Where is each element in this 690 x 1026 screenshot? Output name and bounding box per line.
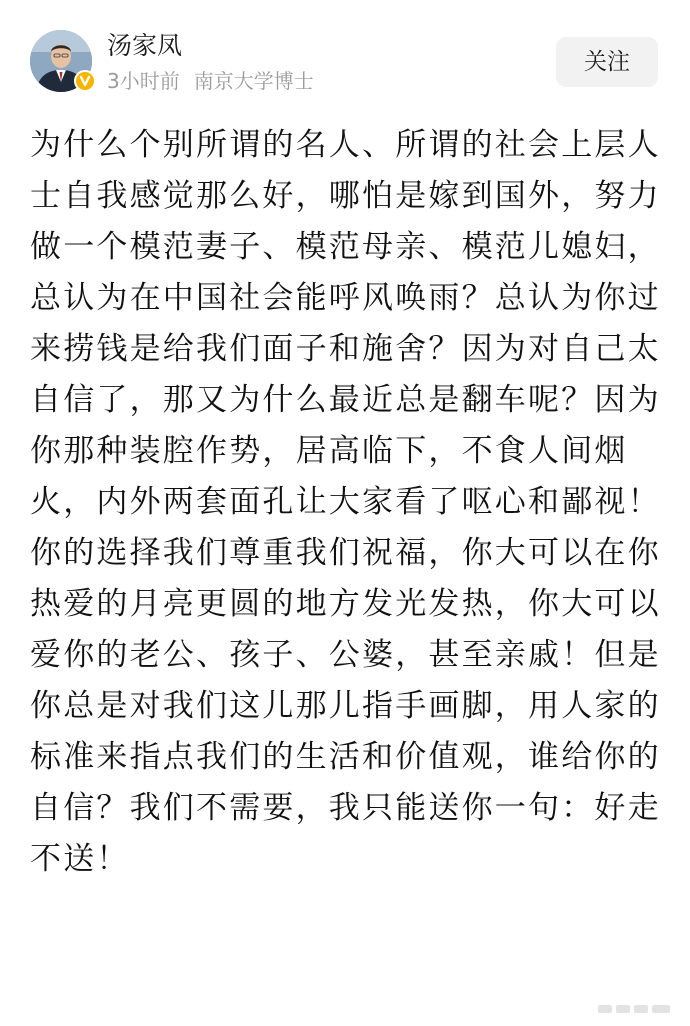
post-meta bbox=[107, 67, 314, 95]
post-content bbox=[30, 120, 670, 885]
post-time: 3小时前 bbox=[107, 69, 180, 93]
follow-button[interactable]: 关注 bbox=[556, 37, 658, 87]
post-header bbox=[0, 0, 690, 110]
post-paragraph-1: 为什么个别所谓的名人、所谓的社会上层人士自我感觉那么好，哪怕是嫁到国外，努力做一个模范妻子、模范母亲、模范儿媳妇，总认为在中国社会能呼风唤雨？总认为你过来捞钱是给我们面子和施舍？因为对自己太自信了，那又为什么最近总是翻车呢？因为你那种装腔作势，居高临下，不食人间烟火，内外两套面孔让大家看了呕心和鄙视！ bbox=[30, 127, 661, 520]
author-description: 南京大学博士 bbox=[193, 69, 314, 93]
watermark-icon bbox=[598, 1002, 672, 1016]
author-name[interactable]: 汤家凤 bbox=[107, 31, 183, 60]
post-paragraph-2: 你的选择我们尊重我们祝福，你大可以在你热爱的月亮更圆的地方发光发热，你大可以爱你的老公、孩子、公婆，甚至亲戚！但是你总是对我们这儿那儿指手画脚，用人家的标准来指点我们的生活和价值观，谁给你的自信？我们不需要，我只能送你一句：好走不送！ bbox=[30, 535, 661, 877]
verified-badge-icon bbox=[74, 70, 96, 92]
